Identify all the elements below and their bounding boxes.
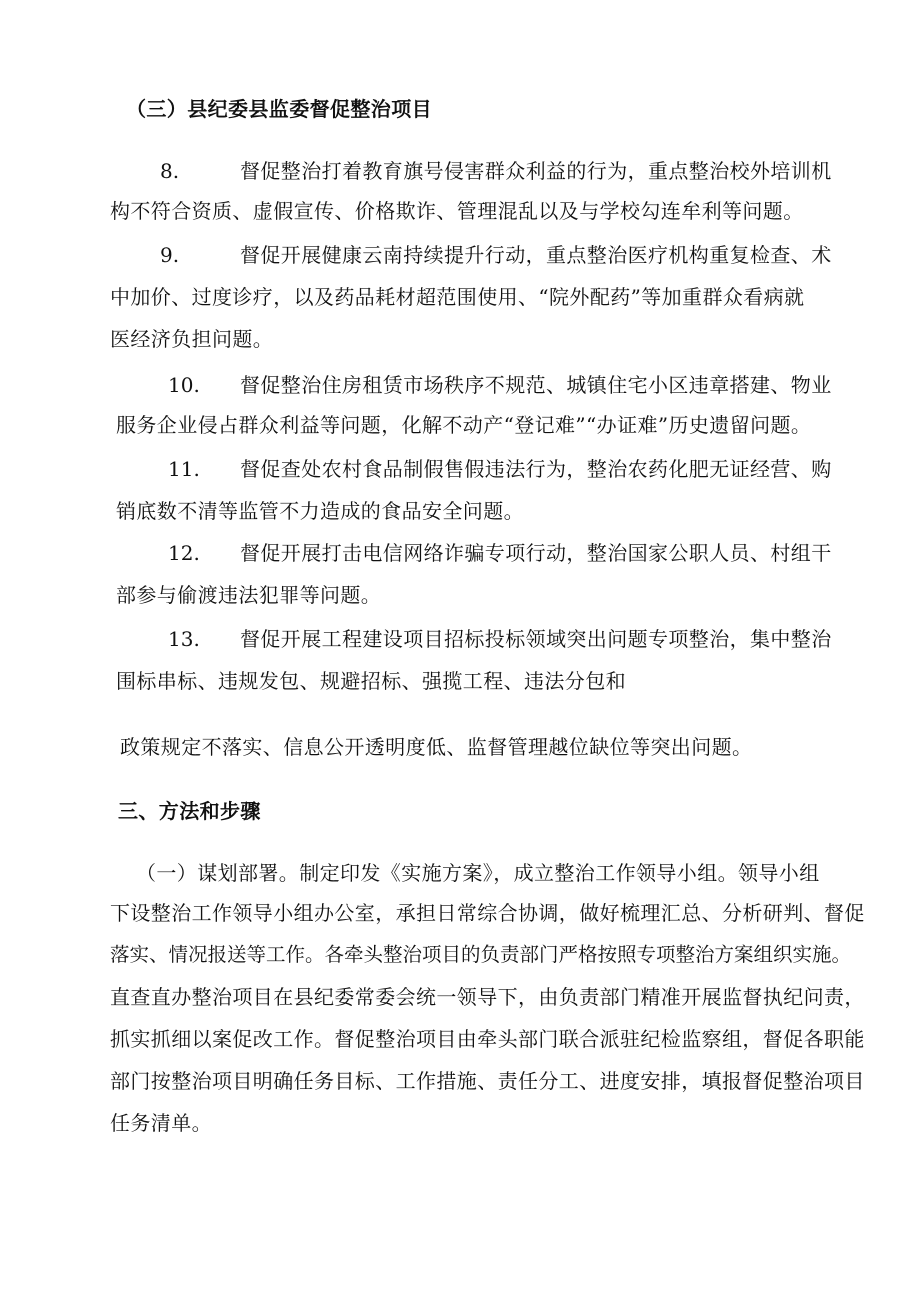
planning-paragraph-line-5: 抓实抓细以案促改工作。督促整治项目由牵头部门联合派驻纪检监察组，督促各职能: [110, 1027, 865, 1051]
item-11-line-1: 督促查处农村食品制假售假违法行为，整治农药化肥无证经营、购: [240, 457, 832, 481]
item-9-line-2: 中加价、过度诊疗，以及药品耗材超范围使用、“院外配药”等加重群众看病就: [110, 285, 805, 309]
item-13-line-3: 政策规定不落实、信息公开透明度低、监督管理越位缺位等突出问题。: [120, 735, 753, 759]
item-8-line-1: 督促整治打着教育旗号侵害群众利益的行为，重点整治校外培训机: [240, 159, 832, 183]
item-8-line-2: 构不符合资质、虚假宣传、价格欺诈、管理混乱以及与学校勾连牟利等问题。: [110, 199, 804, 223]
planning-paragraph-line-2: 下设整治工作领导小组办公室，承担日常综合协调，做好梳理汇总、分析研判、督促: [110, 901, 865, 925]
item-9-number: 9.: [160, 243, 180, 267]
item-9-line-1: 督促开展健康云南持续提升行动，重点整治医疗机构重复检查、术: [240, 243, 832, 267]
planning-paragraph-line-3: 落实、情况报送等工作。各牵头整治项目的负责部门严格按照专项整治方案组织实施。: [110, 943, 852, 966]
planning-paragraph-line-7: 任务清单。: [110, 1111, 212, 1135]
item-13-number: 13.: [168, 627, 200, 651]
methods-heading: 三、方法和步骤: [118, 799, 261, 823]
planning-paragraph-line-6: 部门按整治项目明确任务目标、工作措施、责任分工、进度安排，填报督促整治项目: [110, 1069, 865, 1093]
item-12-line-2: 部参与偷渡违法犯罪等问题。: [116, 583, 382, 607]
item-12-line-1: 督促开展打击电信网络诈骗专项行动，整治国家公职人员、村组干: [240, 541, 832, 565]
item-13-line-1: 督促开展工程建设项目招标投标领域突出问题专项整治，集中整治: [240, 627, 832, 651]
item-10-number: 10.: [168, 373, 200, 397]
section-heading: （三）县纪委县监委督促整治项目: [126, 97, 432, 121]
planning-paragraph-line-4: 直查直办整治项目在县纪委常委会统一领导下，由负责部门精准开展监督执纪问责，: [110, 985, 865, 1009]
item-13-line-2: 围标串标、违规发包、规避招标、强揽工程、违法分包和: [116, 669, 626, 693]
item-11-line-2: 销底数不清等监管不力造成的食品安全问题。: [116, 499, 524, 523]
item-10-line-2: 服务企业侵占群众利益等问题，化解不动产“登记难”“办证难”历史遗留问题。: [116, 413, 812, 437]
item-8-number: 8.: [160, 159, 180, 183]
planning-paragraph-line-1: （一）谋划部署。制定印发《实施方案》，成立整治工作领导小组。领导小组: [136, 861, 820, 885]
item-9-line-3: 医经济负担问题。: [110, 327, 274, 351]
item-12-number: 12.: [168, 541, 200, 565]
item-11-number: 11.: [168, 457, 200, 481]
item-10-line-1: 督促整治住房租赁市场秩序不规范、城镇住宅小区违章搭建、物业: [240, 373, 832, 397]
